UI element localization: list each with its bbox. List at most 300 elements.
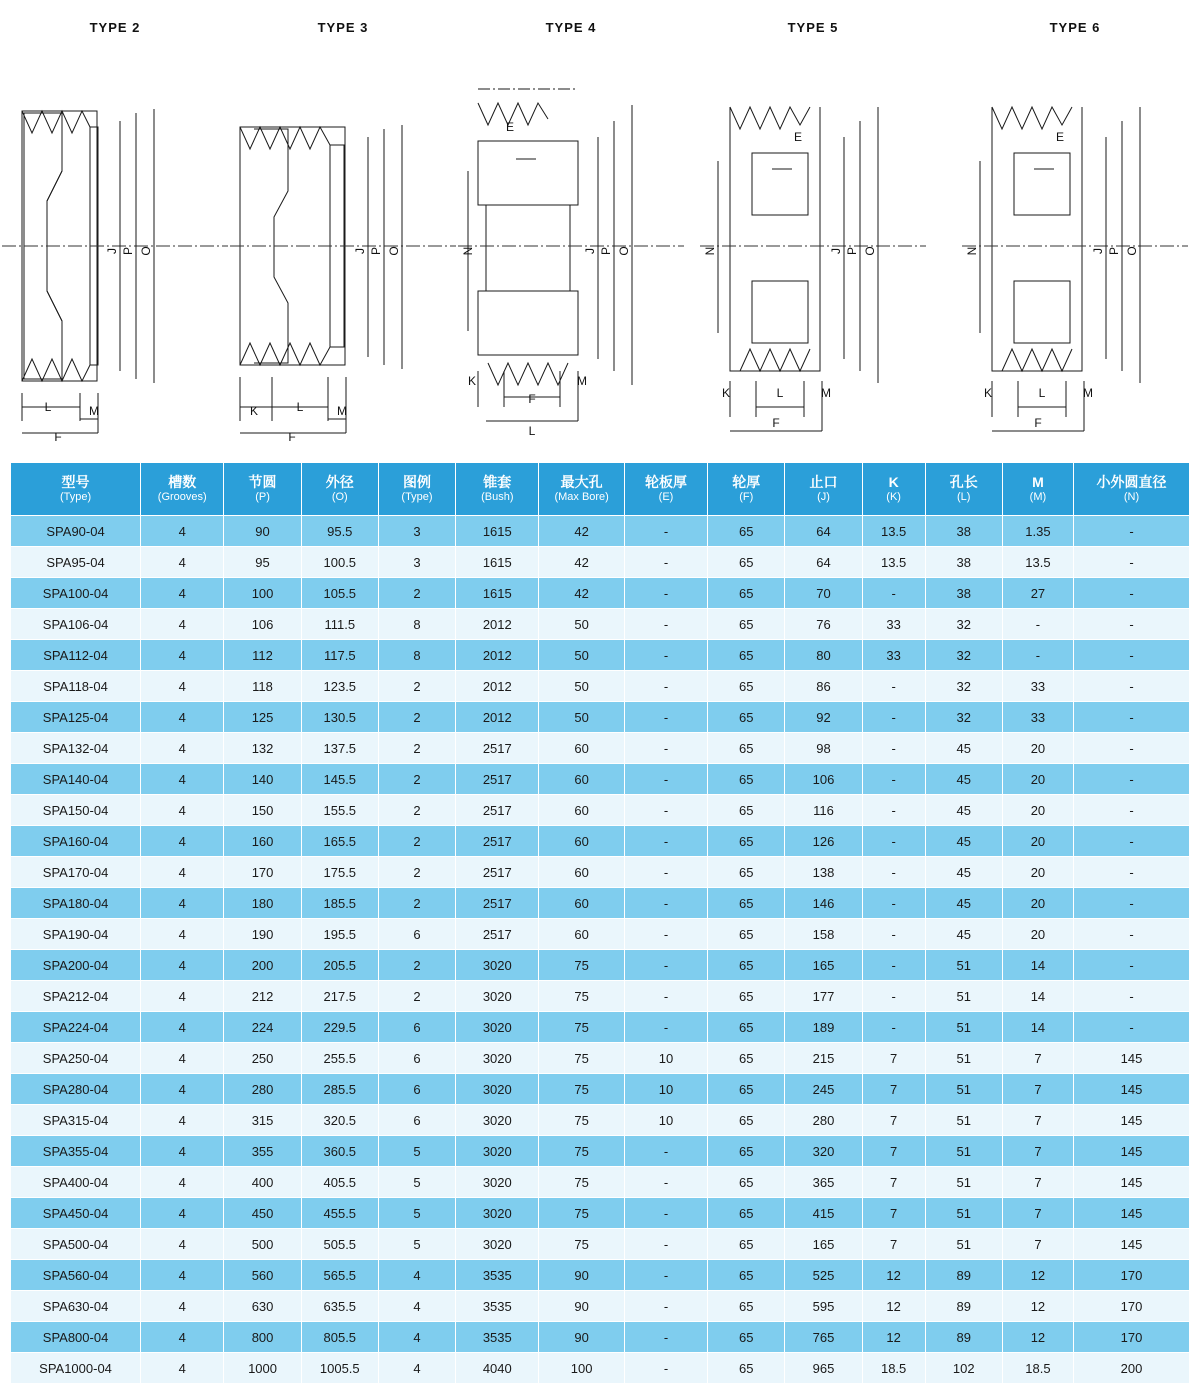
cell-value: 75 <box>539 1198 624 1229</box>
cell-value: 170 <box>224 857 301 888</box>
cell-value: - <box>1074 826 1190 857</box>
dim-label-N: N <box>461 246 475 256</box>
cell-value: 102 <box>925 1353 1002 1384</box>
cell-value: - <box>1002 609 1073 640</box>
dim-label-P: P <box>1107 246 1121 256</box>
cell-value: - <box>862 826 925 857</box>
column-header-main: 锥套 <box>483 473 512 490</box>
cell-type: SPA630-04 <box>11 1291 141 1322</box>
cell-value: 4 <box>141 826 224 857</box>
dim-label-P: P <box>369 246 383 256</box>
column-header-sub: (Type) <box>59 490 92 503</box>
cell-value: 32 <box>925 671 1002 702</box>
cell-value: 75 <box>539 1012 624 1043</box>
table-row <box>11 1291 1190 1322</box>
cell-value: 123.5 <box>301 671 378 702</box>
cell-value: 145 <box>1074 1105 1190 1136</box>
cell-value: 65 <box>708 547 785 578</box>
cell-value: 33 <box>1002 702 1073 733</box>
cell-value: 3535 <box>456 1260 539 1291</box>
cell-value: 6 <box>378 1043 455 1074</box>
cell-value: 42 <box>539 578 624 609</box>
cell-value: 4 <box>378 1291 455 1322</box>
column-header-0 <box>11 463 141 516</box>
cell-value: 4 <box>141 1353 224 1384</box>
cell-value: 126 <box>785 826 862 857</box>
cell-value: 145 <box>1074 1167 1190 1198</box>
cell-value: 75 <box>539 1229 624 1260</box>
cell-type: SPA250-04 <box>11 1043 141 1074</box>
table-row <box>11 1229 1190 1260</box>
cell-value: 65 <box>708 764 785 795</box>
cell-value: 75 <box>539 1074 624 1105</box>
cell-type: SPA125-04 <box>11 702 141 733</box>
drawing-title-type-6: TYPE 6 <box>1049 20 1101 35</box>
dim-label-F: F <box>54 430 62 441</box>
cell-value: 189 <box>785 1012 862 1043</box>
cell-value: - <box>1074 919 1190 950</box>
table-row <box>11 640 1190 671</box>
cell-value: - <box>1074 888 1190 919</box>
dim-label-K: K <box>983 386 993 400</box>
cell-value: 7 <box>862 1229 925 1260</box>
cell-type: SPA200-04 <box>11 950 141 981</box>
cell-value: - <box>624 981 707 1012</box>
column-header-sub: (F) <box>739 490 754 503</box>
spec-table-head <box>11 463 1190 516</box>
cell-value: 255.5 <box>301 1043 378 1074</box>
cell-value: - <box>862 950 925 981</box>
cell-value: 7 <box>862 1136 925 1167</box>
cell-value: 42 <box>539 516 624 547</box>
table-row <box>11 702 1190 733</box>
cell-value: 13.5 <box>1002 547 1073 578</box>
cell-value: 2517 <box>456 764 539 795</box>
cell-value: 595 <box>785 1291 862 1322</box>
cell-value: - <box>1074 547 1190 578</box>
cell-value: 65 <box>708 1291 785 1322</box>
cell-value: 132 <box>224 733 301 764</box>
cell-value: 2 <box>378 857 455 888</box>
cell-value: 4 <box>141 609 224 640</box>
cell-value: 14 <box>1002 950 1073 981</box>
cell-value: 45 <box>925 795 1002 826</box>
cell-value: - <box>1074 981 1190 1012</box>
cell-value: 4 <box>141 1322 224 1353</box>
drawing-type-4 <box>458 20 684 440</box>
cell-value: 415 <box>785 1198 862 1229</box>
cell-value: 20 <box>1002 764 1073 795</box>
cell-type: SPA90-04 <box>11 516 141 547</box>
table-row <box>11 733 1190 764</box>
cell-value: 6 <box>378 1105 455 1136</box>
cell-value: 65 <box>708 857 785 888</box>
column-header-4 <box>378 463 455 516</box>
cell-value: 7 <box>1002 1043 1073 1074</box>
cell-type: SPA560-04 <box>11 1260 141 1291</box>
cell-value: - <box>1074 516 1190 547</box>
cell-value: 4 <box>141 1074 224 1105</box>
cell-value: 118 <box>224 671 301 702</box>
dim-label-P: P <box>845 246 859 256</box>
cell-value: 6 <box>378 919 455 950</box>
cell-value: - <box>862 671 925 702</box>
cell-value: 4 <box>141 919 224 950</box>
cell-value: - <box>624 1229 707 1260</box>
column-header-sub: (L) <box>957 490 971 503</box>
cell-value: 155.5 <box>301 795 378 826</box>
table-row <box>11 516 1190 547</box>
cell-value: 5 <box>378 1229 455 1260</box>
header-row <box>11 463 1190 516</box>
cell-value: 5 <box>378 1198 455 1229</box>
dim-label-P: P <box>599 246 613 256</box>
cell-value: 4 <box>141 1167 224 1198</box>
dim-label-O: O <box>387 246 401 256</box>
cell-value: 38 <box>925 516 1002 547</box>
table-row <box>11 1136 1190 1167</box>
column-header-7 <box>624 463 707 516</box>
column-header-main: 止口 <box>809 473 838 490</box>
cell-value: - <box>624 764 707 795</box>
cell-value: 2 <box>378 764 455 795</box>
dim-label-J: J <box>353 248 367 254</box>
cell-value: 7 <box>1002 1198 1073 1229</box>
cell-value: 7 <box>1002 1105 1073 1136</box>
column-header-2 <box>224 463 301 516</box>
cell-value: 212 <box>224 981 301 1012</box>
cell-value: 170 <box>1074 1291 1190 1322</box>
cell-value: 12 <box>862 1260 925 1291</box>
column-header-11 <box>925 463 1002 516</box>
cell-value: 125 <box>224 702 301 733</box>
cell-value: - <box>1074 733 1190 764</box>
cell-value: 2517 <box>456 733 539 764</box>
table-row <box>11 578 1190 609</box>
cell-value: 13.5 <box>862 516 925 547</box>
column-header-sub: (M) <box>1029 490 1047 503</box>
cell-value: 50 <box>539 702 624 733</box>
cell-value: 4 <box>141 516 224 547</box>
cell-value: - <box>624 609 707 640</box>
cell-value: 3020 <box>456 1012 539 1043</box>
cell-value: 10 <box>624 1074 707 1105</box>
cell-value: 45 <box>925 919 1002 950</box>
cell-value: 190 <box>224 919 301 950</box>
cell-value: 111.5 <box>301 609 378 640</box>
cell-value: 51 <box>925 981 1002 1012</box>
cell-value: 14 <box>1002 981 1073 1012</box>
cell-type: SPA132-04 <box>11 733 141 764</box>
dim-label-L: L <box>776 386 784 400</box>
cell-value: - <box>624 1353 707 1384</box>
cell-value: 158 <box>785 919 862 950</box>
cell-value: 3020 <box>456 1229 539 1260</box>
dim-label-L: L <box>1038 386 1046 400</box>
cell-value: - <box>624 1012 707 1043</box>
cell-value: 65 <box>708 1167 785 1198</box>
cell-value: 75 <box>539 950 624 981</box>
cell-value: - <box>624 671 707 702</box>
dim-label-J: J <box>105 248 119 254</box>
cell-value: 7 <box>862 1167 925 1198</box>
cell-value: 112 <box>224 640 301 671</box>
table-row <box>11 1260 1190 1291</box>
cell-value: 51 <box>925 1043 1002 1074</box>
cell-value: 4 <box>141 1043 224 1074</box>
table-row <box>11 1012 1190 1043</box>
cell-value: 4 <box>141 950 224 981</box>
cell-value: 525 <box>785 1260 862 1291</box>
cell-value: 105.5 <box>301 578 378 609</box>
cell-value: - <box>1074 640 1190 671</box>
cell-value: 130.5 <box>301 702 378 733</box>
cell-value: 18.5 <box>1002 1353 1073 1384</box>
cell-value: 224 <box>224 1012 301 1043</box>
cell-value: 180 <box>224 888 301 919</box>
cell-value: 365 <box>785 1167 862 1198</box>
cell-value: 145.5 <box>301 764 378 795</box>
cell-value: - <box>1074 795 1190 826</box>
cell-value: 217.5 <box>301 981 378 1012</box>
table-row <box>11 950 1190 981</box>
dim-label-L: L <box>296 400 304 414</box>
column-header-8 <box>708 463 785 516</box>
column-header-sub: (K) <box>886 490 901 503</box>
cell-value: 4 <box>141 1136 224 1167</box>
cell-value: - <box>624 919 707 950</box>
cell-value: - <box>862 578 925 609</box>
cell-value: - <box>862 702 925 733</box>
column-header-sub: (P) <box>255 490 270 503</box>
cell-value: 60 <box>539 919 624 950</box>
cell-value: 150 <box>224 795 301 826</box>
cell-value: 3535 <box>456 1322 539 1353</box>
cell-value: 50 <box>539 671 624 702</box>
cell-value: 146 <box>785 888 862 919</box>
cell-value: 45 <box>925 888 1002 919</box>
cell-value: 6 <box>378 1074 455 1105</box>
cell-value: 116 <box>785 795 862 826</box>
cell-type: SPA140-04 <box>11 764 141 795</box>
cell-value: 51 <box>925 1136 1002 1167</box>
cell-value: 51 <box>925 1167 1002 1198</box>
cell-value: 7 <box>1002 1229 1073 1260</box>
column-header-main: 槽数 <box>168 473 197 490</box>
cell-value: 42 <box>539 547 624 578</box>
cell-value: 65 <box>708 795 785 826</box>
column-header-main: 图例 <box>403 473 431 490</box>
cell-value: - <box>624 826 707 857</box>
column-header-10 <box>862 463 925 516</box>
cell-value: 4 <box>141 640 224 671</box>
cell-value: 50 <box>539 609 624 640</box>
cell-value: 320.5 <box>301 1105 378 1136</box>
cell-value: 8 <box>378 640 455 671</box>
cell-value: 90 <box>539 1260 624 1291</box>
cell-value: 805.5 <box>301 1322 378 1353</box>
dim-label-K: K <box>467 374 477 388</box>
cell-value: 65 <box>708 981 785 1012</box>
cell-value: 4 <box>141 1260 224 1291</box>
cell-value: 200 <box>224 950 301 981</box>
cell-value: 65 <box>708 1260 785 1291</box>
cell-value: 4 <box>141 1105 224 1136</box>
cell-value: - <box>624 1136 707 1167</box>
cell-value: - <box>862 733 925 764</box>
cell-value: 1615 <box>456 547 539 578</box>
cell-value: 560 <box>224 1260 301 1291</box>
cell-value: 10 <box>624 1043 707 1074</box>
cell-value: 64 <box>785 547 862 578</box>
table-row <box>11 1167 1190 1198</box>
table-row <box>11 1353 1190 1384</box>
cell-value: 10 <box>624 1105 707 1136</box>
cell-value: 3020 <box>456 1136 539 1167</box>
cell-type: SPA150-04 <box>11 795 141 826</box>
cell-value: 20 <box>1002 795 1073 826</box>
cell-value: 7 <box>1002 1074 1073 1105</box>
cell-value: 65 <box>708 671 785 702</box>
cell-value: 355 <box>224 1136 301 1167</box>
cell-value: 65 <box>708 888 785 919</box>
cell-value: 229.5 <box>301 1012 378 1043</box>
cell-value: 360.5 <box>301 1136 378 1167</box>
cell-value: 165 <box>785 1229 862 1260</box>
dim-label-N: N <box>965 246 979 256</box>
dim-label-M: M <box>337 404 347 418</box>
cell-value: 12 <box>862 1291 925 1322</box>
drawing-title-type-4: TYPE 4 <box>545 20 597 35</box>
column-header-sub: (O) <box>331 490 348 503</box>
cell-value: 5 <box>378 1136 455 1167</box>
cell-value: 2 <box>378 981 455 1012</box>
cell-value: 500 <box>224 1229 301 1260</box>
cell-type: SPA180-04 <box>11 888 141 919</box>
dim-label-K: K <box>721 386 731 400</box>
spec-table-container <box>10 462 1190 1384</box>
column-header-main: M <box>1032 473 1044 490</box>
cell-value: 65 <box>708 702 785 733</box>
cell-value: 800 <box>224 1322 301 1353</box>
cell-value: 80 <box>785 640 862 671</box>
cell-value: 32 <box>925 609 1002 640</box>
cell-value: - <box>862 857 925 888</box>
cell-value: 90 <box>539 1291 624 1322</box>
column-header-sub: (N) <box>1123 490 1140 503</box>
cell-value: 45 <box>925 857 1002 888</box>
cell-value: 315 <box>224 1105 301 1136</box>
column-header-sub: (Type) <box>401 490 433 503</box>
cell-value: 92 <box>785 702 862 733</box>
cell-value: 65 <box>708 1353 785 1384</box>
cell-value: 65 <box>708 1074 785 1105</box>
cell-value: 51 <box>925 1012 1002 1043</box>
cell-value: - <box>624 888 707 919</box>
cell-value: 4 <box>141 857 224 888</box>
cell-value: 2517 <box>456 826 539 857</box>
cell-value: 215 <box>785 1043 862 1074</box>
cell-value: 4 <box>141 547 224 578</box>
cell-value: 320 <box>785 1136 862 1167</box>
cell-value: 2 <box>378 826 455 857</box>
cell-value: 3 <box>378 516 455 547</box>
cell-value: 38 <box>925 547 1002 578</box>
column-header-main: 轮厚 <box>732 473 761 490</box>
cell-value: 95.5 <box>301 516 378 547</box>
cell-value: - <box>624 1260 707 1291</box>
cell-value: - <box>624 795 707 826</box>
cell-value: 33 <box>1002 671 1073 702</box>
cell-value: 76 <box>785 609 862 640</box>
column-header-6 <box>539 463 624 516</box>
cell-value: - <box>624 1198 707 1229</box>
table-row <box>11 981 1190 1012</box>
dim-label-F: F <box>772 416 780 430</box>
dim-label-L: L <box>528 424 536 438</box>
column-header-sub: (Max Bore) <box>554 490 609 503</box>
cell-value: 400 <box>224 1167 301 1198</box>
dim-label-E: E <box>1055 130 1065 144</box>
cell-value: 1.35 <box>1002 516 1073 547</box>
cell-value: 65 <box>708 1136 785 1167</box>
cell-value: 7 <box>862 1074 925 1105</box>
cell-value: 51 <box>925 1229 1002 1260</box>
cell-value: 4 <box>378 1260 455 1291</box>
cell-value: 60 <box>539 764 624 795</box>
cell-value: 27 <box>1002 578 1073 609</box>
cell-value: 65 <box>708 1012 785 1043</box>
column-header-sub: (Bush) <box>481 490 514 503</box>
column-header-13 <box>1074 463 1190 516</box>
cell-value: - <box>624 1291 707 1322</box>
table-row <box>11 609 1190 640</box>
cell-type: SPA280-04 <box>11 1074 141 1105</box>
cell-value: 51 <box>925 950 1002 981</box>
cell-value: 51 <box>925 1105 1002 1136</box>
cell-value: 4 <box>141 578 224 609</box>
cell-value: 4 <box>141 733 224 764</box>
cell-value: 51 <box>925 1074 1002 1105</box>
column-header-3 <box>301 463 378 516</box>
cell-value: 175.5 <box>301 857 378 888</box>
dim-label-O: O <box>1125 246 1139 256</box>
column-header-5 <box>456 463 539 516</box>
cell-value: 4 <box>141 764 224 795</box>
dim-label-O: O <box>617 246 631 256</box>
drawing-title-type-3: TYPE 3 <box>317 20 369 35</box>
cell-value: - <box>1074 950 1190 981</box>
cell-value: 65 <box>708 609 785 640</box>
table-row <box>11 764 1190 795</box>
cell-value: 2012 <box>456 702 539 733</box>
drawing-type-5 <box>700 20 926 440</box>
cell-value: 3020 <box>456 981 539 1012</box>
table-row <box>11 547 1190 578</box>
cell-value: 65 <box>708 919 785 950</box>
cell-value: 4 <box>141 1198 224 1229</box>
cell-value: 505.5 <box>301 1229 378 1260</box>
dim-label-J: J <box>1091 248 1105 254</box>
cell-value: 3020 <box>456 1198 539 1229</box>
cell-type: SPA112-04 <box>11 640 141 671</box>
cell-value: 75 <box>539 1136 624 1167</box>
cell-value: - <box>1074 671 1190 702</box>
cell-value: 4 <box>141 1229 224 1260</box>
cell-value: 65 <box>708 1043 785 1074</box>
column-header-sub: (Grooves) <box>157 490 207 503</box>
cell-value: 20 <box>1002 888 1073 919</box>
